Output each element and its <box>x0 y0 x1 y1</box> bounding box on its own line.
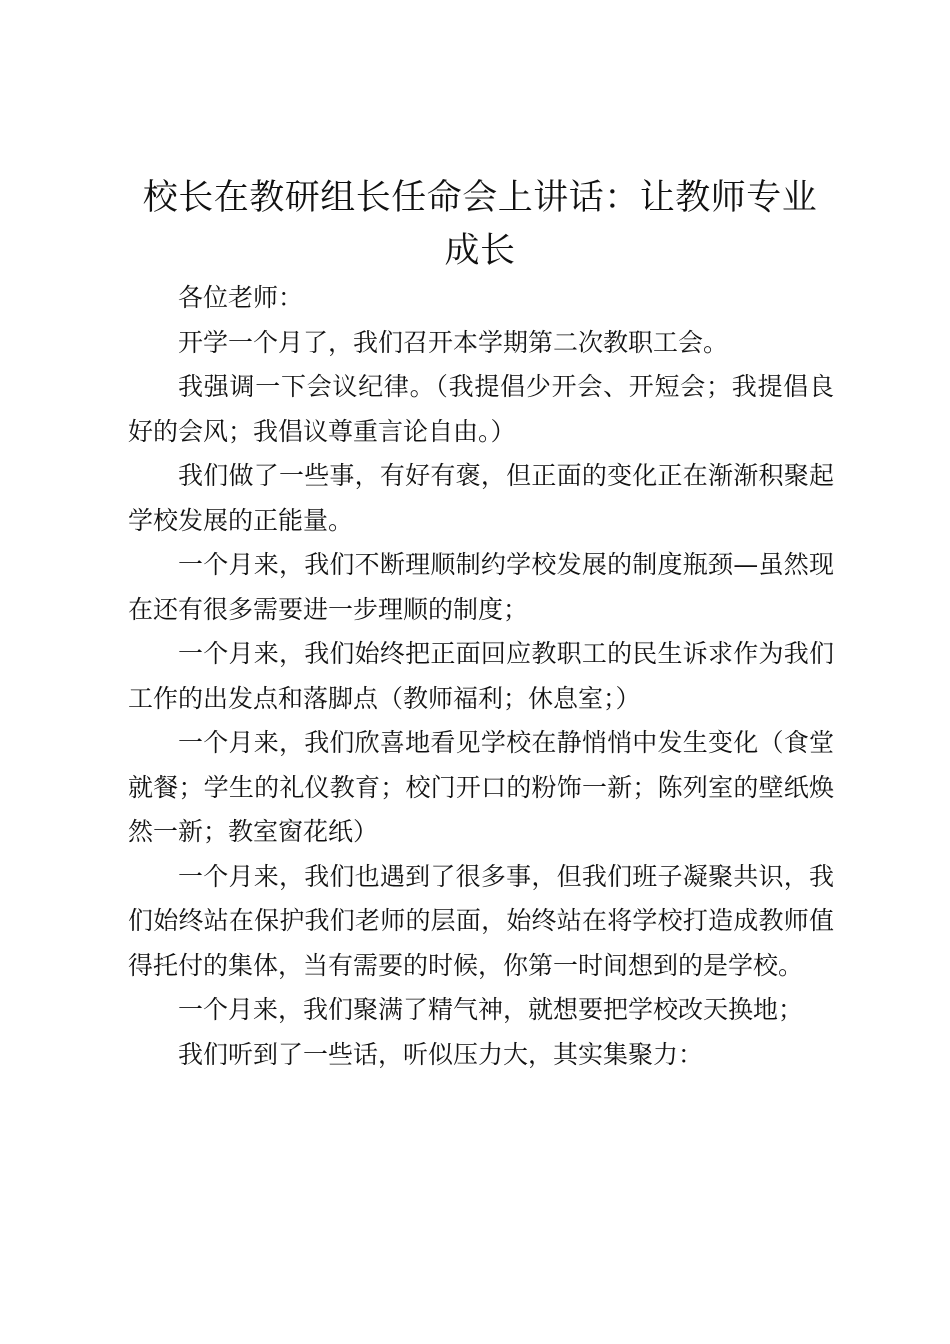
paragraph: 我强调一下会议纪律。（我提倡少开会、开短会；我提倡良好的会风；我倡议尊重言论自由。） <box>128 372 834 446</box>
paragraph: 开学一个月了，我们召开本学期第二次教职工会。 <box>178 327 729 357</box>
paragraph: 一个月来，我们欣喜地看见学校在静悄悄中发生变化（食堂就餐；学生的礼仪教育；校门开口的粉饰一新；陈列室的壁纸焕然一新；教室窗花纸） <box>128 728 834 846</box>
paragraph-salutation: 各位老师： <box>178 283 304 312</box>
paragraph: 一个月来，我们不断理顺制约学校发展的制度瓶颈—虽然现在还有很多需要进一步理顺的制度； <box>128 550 834 624</box>
paragraph: 一个月来，我们始终把正面回应教职工的民生诉求作为我们工作的出发点和落脚点（教师福利；休息室；） <box>128 639 834 713</box>
paragraph: 一个月来，我们聚满了精气神，就想要把学校改天换地； <box>178 995 804 1024</box>
document-body <box>128 276 834 1077</box>
paragraph: 我们听到了一些话，听似压力大，其实集聚力： <box>178 1039 704 1069</box>
paragraph: 我们做了一些事，有好有褒，但正面的变化正在渐渐积聚起学校发展的正能量。 <box>128 461 834 535</box>
document-title: 校长在教研组长任命会上讲话：让教师专业成长 <box>142 178 818 271</box>
paragraph: 一个月来，我们也遇到了很多事，但我们班子凝聚共识，我们始终站在保护我们老师的层面，始终站在将学校打造成教师值得托付的集体，当有需要的时候，你第一时间想到的是学校。 <box>128 861 834 980</box>
